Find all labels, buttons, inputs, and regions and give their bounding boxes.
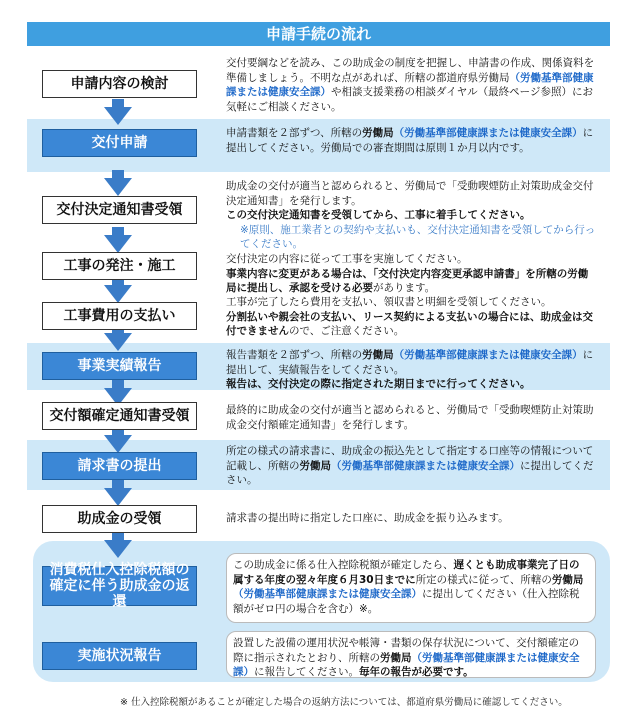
desc-highlight: （労働基準部健康課または健康安全課） [393,349,583,361]
page-title: 申請手続の流れ [27,22,610,46]
desc-bold: 労働局 [380,651,412,664]
desc-status-report [226,631,596,678]
desc-text: に提出してください（仕入控除税額がゼロ円の場合を含む）※。 [233,588,580,615]
step-label: 交付申請 [91,135,148,151]
desc-bold: 毎年の報告が必要です。 [359,666,474,678]
step-decision-notice-receipt [42,196,197,224]
desc-highlight: （労働基準部健康課または健康安全課） [233,588,422,600]
desc-bold: 労働局 [299,459,331,472]
desc-grant-receipt [226,511,596,526]
step-label: 請求書の提出 [77,458,162,474]
desc-text: 所定の様式に従って、所轄の [415,573,552,586]
down-arrow-icon [104,435,132,453]
step-label: 交付決定通知書受領 [56,202,183,218]
desc-text: 交付要綱などを読み、この助成金の制度を把握し、申請書の作成、関係資料を準備しましょう。不明な点があれば、所轄の都道府県労働局 [226,57,595,84]
step-label: 助成金の受領 [77,511,162,527]
desc-text: 最終的に助成金の交付が適当と認められると、労働局で「受動喫煙防止対策助成金交付額確定通知書」を発行します。 [226,404,594,431]
desc-text: 請求書の提出時に指定した口座に、助成金を振り込みます。 [226,512,509,524]
step-final-amount-notice [42,402,197,430]
desc-bold: この交付決定通知書を受領してから、工事に着手してください。 [226,209,531,221]
step-label: 事業実績報告 [77,358,162,374]
desc-highlight: （労働基準部健康課または健康安全課） [331,459,520,472]
down-arrow-icon [104,178,132,196]
step-grant-application [42,129,197,157]
step-label-line-1: 消費税仕入控除税額の [49,562,190,578]
desc-bold: 分割払いや親会社の支払い、リース契約による支払いの場合には、助成金は交付できません [226,310,593,337]
desc-highlight: （労働基準部健康課または健康安全課） [393,127,583,139]
desc-text: 申請書類を２部ずつ、所轄の [226,127,363,139]
desc-tax-refund [226,553,596,623]
step-application-review [42,70,197,98]
desc-decision-notice [226,179,596,252]
desc-text: 所定の様式の請求書に、助成金の振込先として指定する口座等の情報について記載し、所轄の [226,445,594,472]
step-tax-refund [42,562,197,610]
step-grant-receipt [42,505,197,533]
step-status-report [42,642,197,670]
desc-highlight: （労働基準部健康課または健康安全課） [233,651,580,678]
desc-highlight: （労働基準部健康課または健康安全課） [226,71,594,98]
desc-bold: 報告は、交付決定の際に指定された期日までに行ってください。 [226,378,531,390]
down-arrow-icon [104,235,132,253]
desc-text: この助成金に係る仕入控除税額が確定したら、 [233,559,454,571]
footnote: ※ 仕入控除税額があることが確定した場合の返納方法については、都道府県労働局に確認してください。 [120,697,568,708]
down-arrow-icon [104,488,132,506]
desc-bold: 遅くとも助成事業完了日の属する年度の翌々年度６月30日までに [233,559,580,586]
desc-invoice-submission [226,444,596,488]
desc-text: 報告書類を２部ずつ、所轄の [226,349,363,361]
desc-bold: 事業内容に変更がある場合は、「交付決定内容変更承認申請書」を所轄の労働局に提出し、承認を受ける必要 [226,267,589,294]
step-invoice-submission [42,452,197,480]
desc-bold: 労働局 [551,573,584,586]
step-label: 工事の発注・施工 [63,258,176,274]
desc-performance-report [226,348,596,392]
step-label: 実施状況報告 [77,648,162,664]
desc-text: 設置した設備の運用状況や帳簿・書類の保存状況について、交付額確定の際に指示されたとおり、所轄の [233,637,580,664]
desc-text: 助成金の交付が適当と認められると、労働局で「受動喫煙防止対策助成金交付決定通知書」を発行します。 [226,180,594,207]
desc-construction-order [226,252,596,296]
desc-text: に提出してください。 [226,459,594,486]
desc-grant-application [226,126,596,155]
desc-text: に提出してください。労働局での審査期間は原則１か月以内です。 [226,127,594,154]
step-performance-report [42,352,197,380]
desc-construction-payment [226,295,596,339]
desc-note: ※原則、施工業者との契約や支払いも、交付決定通知書を受領してから行ってください。 [240,223,596,250]
down-arrow-icon [104,540,132,558]
step-construction-order [42,252,197,280]
desc-text: 交付決定の内容に従って工事を実施してください。 [226,253,468,265]
step-label: 申請内容の検討 [70,76,169,92]
step-label: 工事費用の支払い [63,308,176,324]
desc-text: ので、ご注意ください。 [289,325,405,337]
desc-final-amount-notice [226,403,596,432]
down-arrow-icon [104,285,132,303]
desc-text: 工事が完了したら費用を支払い、領収書と明細を受領してください。 [226,296,552,308]
down-arrow-icon [104,333,132,351]
step-construction-payment [42,302,197,330]
desc-text: に報告してください。 [254,666,359,678]
desc-text: に提出して、実績報告をしてください。 [226,349,594,376]
desc-bold: 労働局 [362,349,394,361]
step-label: 交付額確定通知書受領 [49,408,190,424]
desc-application-review [226,56,596,114]
down-arrow-icon [104,107,132,125]
desc-bold: 労働局 [362,127,394,139]
desc-text: や相談支援業務の相談ダイヤル（最終ページ参照）にお気軽にご相談ください。 [226,86,593,113]
desc-text: があります。 [373,282,436,294]
step-label-line-2: 確定に伴う助成金の返還 [49,578,190,610]
